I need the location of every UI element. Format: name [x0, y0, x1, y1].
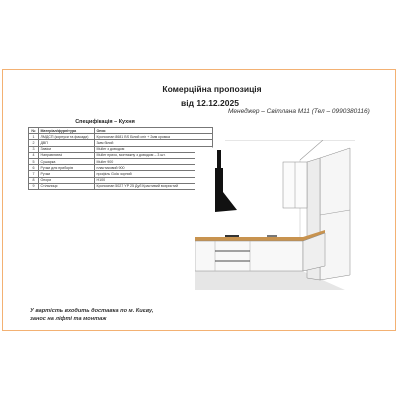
- cooktop: [225, 235, 239, 237]
- spec-material: Сушарка: [39, 159, 95, 165]
- spec-title: Специфікація – Кухня: [75, 119, 135, 125]
- spec-material: Завіси: [39, 146, 95, 152]
- spec-material: Направляючі: [39, 152, 95, 158]
- spec-material: Стільниця: [39, 183, 95, 189]
- spec-desc: Muller 900: [95, 159, 213, 165]
- spec-desc: пластиковий 900: [95, 165, 213, 171]
- spec-table: [28, 127, 213, 190]
- spec-material: Опори: [39, 177, 95, 183]
- spec-num: 1: [29, 134, 39, 140]
- spec-material: ДВП: [39, 140, 95, 146]
- spec-num: 5: [29, 159, 39, 165]
- footer-note: [30, 307, 153, 323]
- spec-header-desc: Опис: [95, 128, 213, 134]
- footer-line: У вартість входить доставка по м. Києву,: [30, 308, 154, 314]
- spec-num: 9: [29, 183, 39, 189]
- spec-num: 6: [29, 165, 39, 171]
- spec-desc: профіль Gola чорний: [95, 171, 213, 177]
- spec-header-num: №: [29, 128, 39, 134]
- spec-num: 2: [29, 140, 39, 146]
- spec-material: ЛМДСП (корпуси та фасади): [39, 134, 95, 140]
- hood-chimney: [217, 150, 221, 168]
- spec-num: 7: [29, 171, 39, 177]
- spec-desc: Кроноспан 5027 YP 25 Дуб Крастивий вохристий: [95, 183, 213, 189]
- document-date: від 12.12.2025: [181, 98, 239, 108]
- spec-num: 4: [29, 152, 39, 158]
- base-cabinets: [195, 241, 303, 271]
- sink: [267, 235, 277, 237]
- spec-desc: Кроноспан 8681 BS Білий сніг + 2мм кромка: [95, 134, 213, 140]
- kitchen-render: [195, 140, 375, 290]
- manager-contact: Менеджер – Світлана М11 (Тел – 0990380116): [228, 108, 370, 115]
- table-row: [29, 183, 213, 189]
- spec-desc: 3мм білий: [95, 140, 213, 146]
- spec-header-material: Матеріал/фурнітура: [39, 128, 95, 134]
- spec-desc: Muller прихо, монтажну з доводом – 3 шт.: [95, 152, 213, 158]
- spec-num: 8: [29, 177, 39, 183]
- spec-material: Ручки: [39, 171, 95, 177]
- footer-line: занос на ліфті та монтаж: [30, 316, 107, 322]
- spec-desc: H100: [95, 177, 213, 183]
- spec-material: Ручки для приборів: [39, 165, 95, 171]
- spec-num: 3: [29, 146, 39, 152]
- document-title: Комерційна пропозиція: [162, 84, 262, 94]
- spec-desc: Muller з доводом: [95, 146, 213, 152]
